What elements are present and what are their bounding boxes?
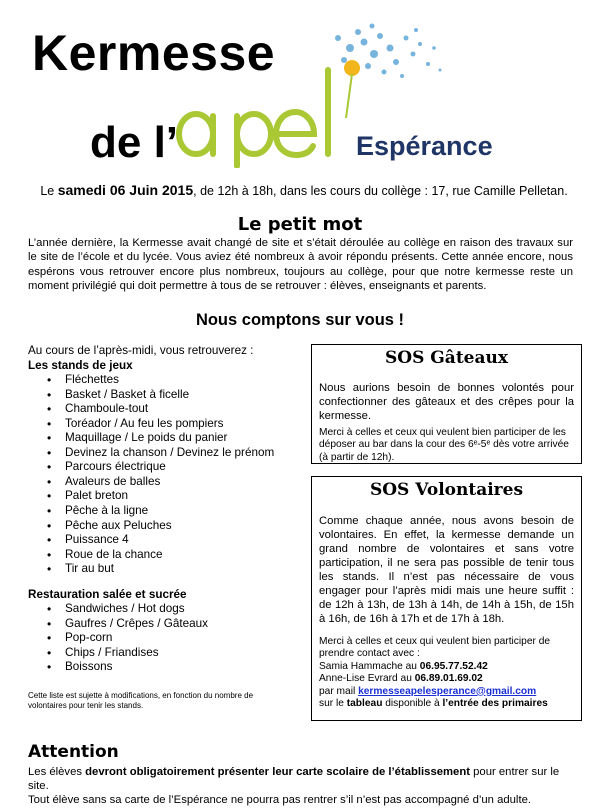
list-item: • Pêche aux Peluches xyxy=(28,519,303,534)
contact-tableau xyxy=(312,698,581,710)
sos-volontaires-box xyxy=(311,476,582,721)
sos-volontaires-small: Merci à celles et ceux qui veulent bien participer de prendre contact avec : xyxy=(319,636,551,660)
sos-gateaux-small: Merci à celles et ceux qui veulent bien participer de les déposer au bar dans la cour des 6ᵉ-5ᵉ dès votre arrivée (à partir de 12h). xyxy=(319,427,569,463)
title-kermesse: Kermesse xyxy=(32,25,276,81)
sos-volontaires-title: SOS Volontaires xyxy=(369,480,524,500)
contact-1-phone: 06.95.77.52.42 xyxy=(419,660,488,672)
subtitle-esperance: Espérance xyxy=(356,131,493,161)
list-item: • Fléchettes xyxy=(28,373,303,388)
activities-column xyxy=(28,344,303,711)
list-item: • Puissance 4 xyxy=(28,533,303,548)
list-item: • Pop-corn xyxy=(28,631,303,646)
stands-list xyxy=(28,373,303,577)
tableau-prefix: sur le xyxy=(319,698,347,710)
section-title-petit-mot: Le petit mot xyxy=(237,214,363,235)
tableau-end: l’entrée des primaires xyxy=(442,698,548,710)
sos-gateaux-title: SOS Gâteaux xyxy=(385,348,508,368)
sos-volontaires-text: Comme chaque année, nous avons besoin de volontaires. En effet, la kermesse demande un grand nombre de volontaires et sans votre participation, il ne sera pas possible de tenir tous les stands. Il n’est pas nécessaire de vous engager pour l’après midi mais une heure suffit : de 12h à 13h, de 13h à 14h, de 14h à 15h, de 15h à 16h, de 16h à 17h et de 17h à 18h. xyxy=(319,515,574,625)
list-item: • Pêche à la ligne xyxy=(28,504,303,519)
title-de-l: de l’ xyxy=(90,118,179,167)
tableau-bold: tableau xyxy=(346,698,383,710)
activities-intro: Au cours de l’après-midi, vous retrouverez : xyxy=(28,344,254,357)
sos-gateaux-box xyxy=(311,344,582,464)
list-item: • Devinez la chanson / Devinez le prénom xyxy=(28,446,303,461)
attention-title: Attention xyxy=(28,742,119,762)
heading-comptons: Nous comptons sur vous ! xyxy=(195,311,405,329)
contact-2-name: Anne-Lise Evrard au xyxy=(319,673,415,685)
list-item: • Sandwiches / Hot dogs xyxy=(28,602,303,617)
contact-1 xyxy=(312,661,581,673)
list-item: • Gaufres / Crêpes / Gâteaux xyxy=(28,617,303,632)
event-dateline xyxy=(30,182,578,198)
list-note: Cette liste est sujette à modifications, en fonction du nombre de volontaires pour tenir les stands. xyxy=(28,691,254,711)
list-item: • Chamboule-tout xyxy=(28,402,303,417)
list-item: • Chips / Friandises xyxy=(28,646,303,661)
contact-2 xyxy=(312,673,581,685)
attention-line-1 xyxy=(28,765,578,793)
list-item: • Roue de la chance xyxy=(28,548,303,563)
petit-mot-text: L’année dernière, la Kermesse avait changé de site et s’était déroulée au collège en raison des travaux sur le site de l’école et du lycée. Vous aviez été nombreux à avoir répondu présents. Cette année encore, nous espérons vous retrouver encore plus nombreux, toujours au collège, pour que notre kermesse reste un moment privilégié qui doit permettre à tous de se retrouver : élèves, enseignants et parents. xyxy=(28,237,573,293)
contact-1-name: Samia Hammache au xyxy=(319,660,420,672)
attention-text xyxy=(28,765,578,807)
list-item: • Boissons xyxy=(28,660,303,675)
attention-line-2: Tout élève sans sa carte de l’Espérance ne pourra pas rentrer s’il n’est pas accompagné d’un adulte. xyxy=(28,794,532,806)
attention-bold: devront obligatoirement présenter leur carte scolaire de l’établissement xyxy=(85,766,471,778)
resto-title: Restauration salée et sucrée xyxy=(28,587,187,601)
attention-prefix: Les élèves xyxy=(28,766,86,778)
attention-end: pour entrer sur le site. xyxy=(28,766,560,792)
dateline-prefix: Le xyxy=(40,184,58,198)
list-item: • Tir au but xyxy=(28,562,303,577)
stands-title: Les stands de jeux xyxy=(28,358,133,372)
contact-mail xyxy=(312,686,581,698)
list-item: • Avaleurs de balles xyxy=(28,475,303,490)
mail-prefix: par mail xyxy=(319,685,359,697)
sos-gateaux-text: Nous aurions besoin de bonnes volontés pour confectionner des gâteaux et des crêpes pour la kermesse. xyxy=(319,382,574,422)
dateline-rest: , de 12h à 18h, dans les cours du collège : 17, rue Camille Pelletan. xyxy=(193,184,568,198)
list-item: • Basket / Basket à ficelle xyxy=(28,388,303,403)
tableau-mid: disponible à xyxy=(382,698,443,710)
event-date: samedi 06 Juin 2015 xyxy=(57,182,194,198)
list-item: • Toréador / Au feu les pompiers xyxy=(28,417,303,432)
list-item: • Maquillage / Le poids du panier xyxy=(28,431,303,446)
email-link[interactable]: kermesseapelesperance@gmail.com xyxy=(358,685,537,697)
contact-2-phone: 06.89.01.69.02 xyxy=(414,673,483,685)
list-item: • Palet breton xyxy=(28,489,303,504)
resto-list xyxy=(28,602,303,675)
list-item: • Parcours électrique xyxy=(28,460,303,475)
